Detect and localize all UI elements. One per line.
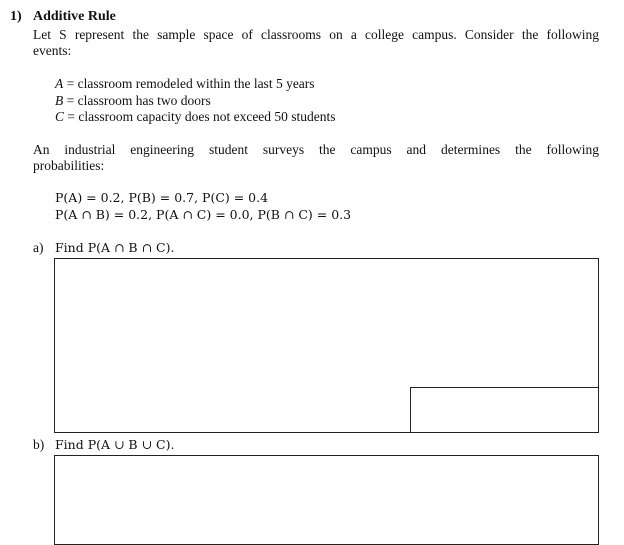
part-b-question: Find P(A ∪ B ∪ C).	[55, 437, 175, 452]
probabilities-line-2: P(A ∩ B) = 0.2, P(A ∩ C) = 0.0, P(B ∩ C) = 0.3	[55, 207, 352, 222]
part-a-question: Find P(A ∩ B ∩ C).	[55, 240, 175, 255]
part-b-answer-box[interactable]	[54, 455, 599, 545]
problem-number: 1)	[10, 9, 22, 24]
event-a: A = classroom remodeled within the last 5 years	[55, 76, 315, 91]
survey-line-2: probabilities:	[33, 158, 105, 173]
intro-line-1: Let S represent the sample space of classrooms on a college campus. Consider the following	[33, 27, 599, 42]
event-c: C = classroom capacity does not exceed 50 students	[55, 109, 336, 124]
intro-line-2: events:	[33, 43, 72, 58]
part-a-label: a)	[33, 240, 44, 255]
probabilities-line-1: P(A) = 0.2, P(B) = 0.7, P(C) = 0.4	[55, 190, 269, 205]
problem-title: Additive Rule	[33, 9, 116, 24]
survey-line-1: An industrial engineering student surveys the campus and determines the following	[33, 142, 599, 157]
part-b-label: b)	[33, 437, 45, 452]
event-b: B = classroom has two doors	[55, 93, 211, 108]
part-a-score-box[interactable]	[410, 387, 599, 433]
